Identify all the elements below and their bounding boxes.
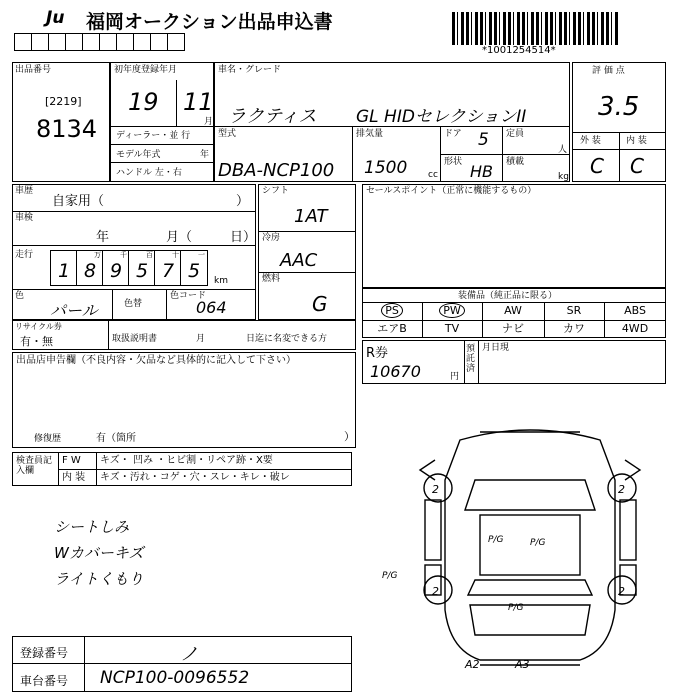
check-row1-title: F W xyxy=(62,455,81,466)
mileage-digit-3: 9 xyxy=(110,260,123,282)
mark-pg-3: P/G xyxy=(382,571,398,581)
mark-pg-4: P/G xyxy=(508,603,524,613)
dealer-label: ディーラー・並 行 xyxy=(116,131,191,141)
mark-front-right: 2 xyxy=(618,483,625,496)
fuel-label: 燃料 xyxy=(262,274,281,284)
score-value: 3.5 xyxy=(598,92,640,122)
mileage-unit-3: 百 xyxy=(146,251,153,259)
note-1: シートしみ xyxy=(54,518,130,536)
color-label: 色 xyxy=(15,291,25,301)
recycle-options: 有・無 xyxy=(20,335,53,348)
sales-point-label: セールスポイント（正常に機能するもの） xyxy=(366,186,537,196)
handle-label: ハンドル 左・右 xyxy=(116,168,182,178)
interior-value: C xyxy=(630,154,644,178)
mark-a3: A3 xyxy=(515,658,530,671)
chassis-value: NCP100-0096552 xyxy=(100,668,250,688)
registration-year: 19 xyxy=(128,88,159,116)
shape-value: HB xyxy=(470,162,494,181)
mileage-digit-1: 1 xyxy=(58,260,71,282)
mileage-digit-2: 8 xyxy=(84,260,97,282)
manual-label: 取扱説明書 xyxy=(112,334,158,344)
header-squares xyxy=(14,33,184,51)
mileage-unit-4: 十 xyxy=(172,251,179,259)
header-logo: Ju xyxy=(46,8,65,28)
inspector-label: 検査員記入欄 xyxy=(16,456,53,476)
r-ticket-value: 10670 xyxy=(370,362,421,381)
ac-label: 冷房 xyxy=(262,233,281,243)
doors-label: ドア xyxy=(444,129,462,139)
car-grade: GL HIDセレクションII xyxy=(356,107,527,127)
color-code-label: 色コード xyxy=(170,291,207,301)
car-damage-diagram xyxy=(380,420,670,675)
note-2: Wカバーキズ xyxy=(54,544,144,562)
r-ticket-unit: 円 xyxy=(450,372,460,382)
registration-label: 初年度登録年月 xyxy=(114,65,178,75)
repair-options: 有（箇所 xyxy=(96,433,136,444)
check-row2-title: 内 装 xyxy=(62,472,86,483)
inspection-label: 車検 xyxy=(15,213,34,223)
equip-ps: PS xyxy=(362,304,422,318)
check-row2-items: キズ・汚れ・コゲ・穴・スレ・キレ・破レ xyxy=(100,472,290,483)
shift-label: シフト xyxy=(262,186,290,196)
mileage-digit-6: 5 xyxy=(188,260,201,282)
equip-tv: TV xyxy=(444,322,460,335)
interior-label: 内 装 xyxy=(626,136,647,146)
reg-value: ノ xyxy=(180,644,198,665)
mileage-label: 走行 xyxy=(15,250,34,260)
fuel-value: G xyxy=(312,292,328,316)
load-unit: kg xyxy=(558,172,569,182)
displacement-value: 1500 xyxy=(364,158,408,178)
inspection-year: 年 xyxy=(96,230,110,245)
declaration-label: 出品店申告欄（不良内容・欠品など具体的に記入して下さい） xyxy=(16,355,296,366)
mark-pg-1: P/G xyxy=(488,535,504,545)
ac-value: AAC xyxy=(280,250,318,271)
mark-rear-right: 2 xyxy=(618,585,625,598)
check-row1-items: キズ・ 凹み ・ヒビ割・リペア跡・X要 xyxy=(100,455,273,466)
reg-label: 登録番号 xyxy=(20,646,69,660)
chassis-label: 車台番号 xyxy=(20,674,69,688)
manual-unit: 月 xyxy=(196,334,206,344)
car-name: ラクティス xyxy=(228,106,317,127)
listing-label: 出品番号 xyxy=(15,65,52,75)
registration-month: 11 xyxy=(183,88,214,116)
mark-rear-left: 2 xyxy=(432,585,439,598)
repair-label: 修復歴 xyxy=(34,434,62,444)
equip-navi: ナビ xyxy=(502,322,524,335)
usage-label: 車歴 xyxy=(15,186,34,196)
displacement-unit: cc xyxy=(428,170,438,180)
inspection-month: 月（ xyxy=(166,230,193,245)
equip-sr: SR xyxy=(566,304,582,317)
mileage-grid xyxy=(50,250,208,286)
exterior-value: C xyxy=(590,154,604,178)
equip-leather: カワ xyxy=(563,322,585,335)
mileage-unit-2: 千 xyxy=(120,251,127,259)
mark-a2: A2 xyxy=(465,658,480,671)
declaration-box xyxy=(12,352,356,448)
usage-close: ） xyxy=(236,194,250,209)
model-year-unit: 年 xyxy=(200,150,210,160)
date-label: 月日現 xyxy=(482,343,510,353)
equip-4wd: 4WD xyxy=(621,322,649,335)
load-label: 積載 xyxy=(506,157,525,167)
car-name-label: 車名・グレード xyxy=(218,65,282,75)
mileage-unit: km xyxy=(214,276,228,286)
exterior-label: 外 装 xyxy=(580,136,601,146)
note-3: ライトくもり xyxy=(54,570,144,588)
capacity-unit: 人 xyxy=(558,145,568,155)
listing-sub-number: [2219] xyxy=(45,95,82,108)
mileage-unit-5: 一 xyxy=(198,251,205,259)
mark-pg-2: P/G xyxy=(530,538,546,548)
color-change-label: 色替 xyxy=(124,299,143,309)
repair-close: ） xyxy=(344,430,355,443)
color-code: 064 xyxy=(196,298,227,317)
model-value: DBA-NCP100 xyxy=(218,160,335,181)
shift-value: 1AT xyxy=(294,206,328,227)
mark-front-left: 2 xyxy=(432,483,439,496)
listing-number: 8134 xyxy=(36,115,98,143)
equip-pw: PW xyxy=(422,304,482,318)
sales-point-box xyxy=(362,184,666,288)
color-value: パール xyxy=(50,301,98,320)
mileage-unit-1: 万 xyxy=(94,251,101,259)
model-year-label: モデル年式 xyxy=(116,150,161,160)
equip-aw: AW xyxy=(504,304,522,317)
inspection-day: 日） xyxy=(230,230,257,245)
doors-value: 5 xyxy=(478,130,489,150)
shape-label: 形状 xyxy=(444,157,463,167)
mileage-digit-5: 7 xyxy=(162,260,175,282)
registration-month-unit: 月 xyxy=(204,117,214,127)
usage-value: 自家用（ xyxy=(52,194,105,209)
form-title: 福岡オークション出品申込書 xyxy=(86,11,333,33)
model-label: 型式 xyxy=(218,129,237,139)
barcode xyxy=(452,12,618,45)
warranty-label: 日迄に名変できる方 xyxy=(246,334,328,344)
capacity-label: 定員 xyxy=(506,129,525,139)
equip-abs: ABS xyxy=(624,304,646,317)
equip-airbag: エアB xyxy=(377,322,407,335)
equipment-label: 装備品（純正品に限る） xyxy=(458,291,558,301)
displacement-label: 排気量 xyxy=(356,129,384,139)
deposit-label: 預託済 xyxy=(466,344,476,374)
registration-box xyxy=(110,62,214,182)
mileage-digit-4: 5 xyxy=(136,260,149,282)
recycle-label: リサイクル券 xyxy=(15,322,62,331)
r-ticket-label: R券 xyxy=(366,346,389,361)
barcode-number: *1001254514* xyxy=(482,45,556,56)
score-label: 評 価 点 xyxy=(592,66,625,76)
